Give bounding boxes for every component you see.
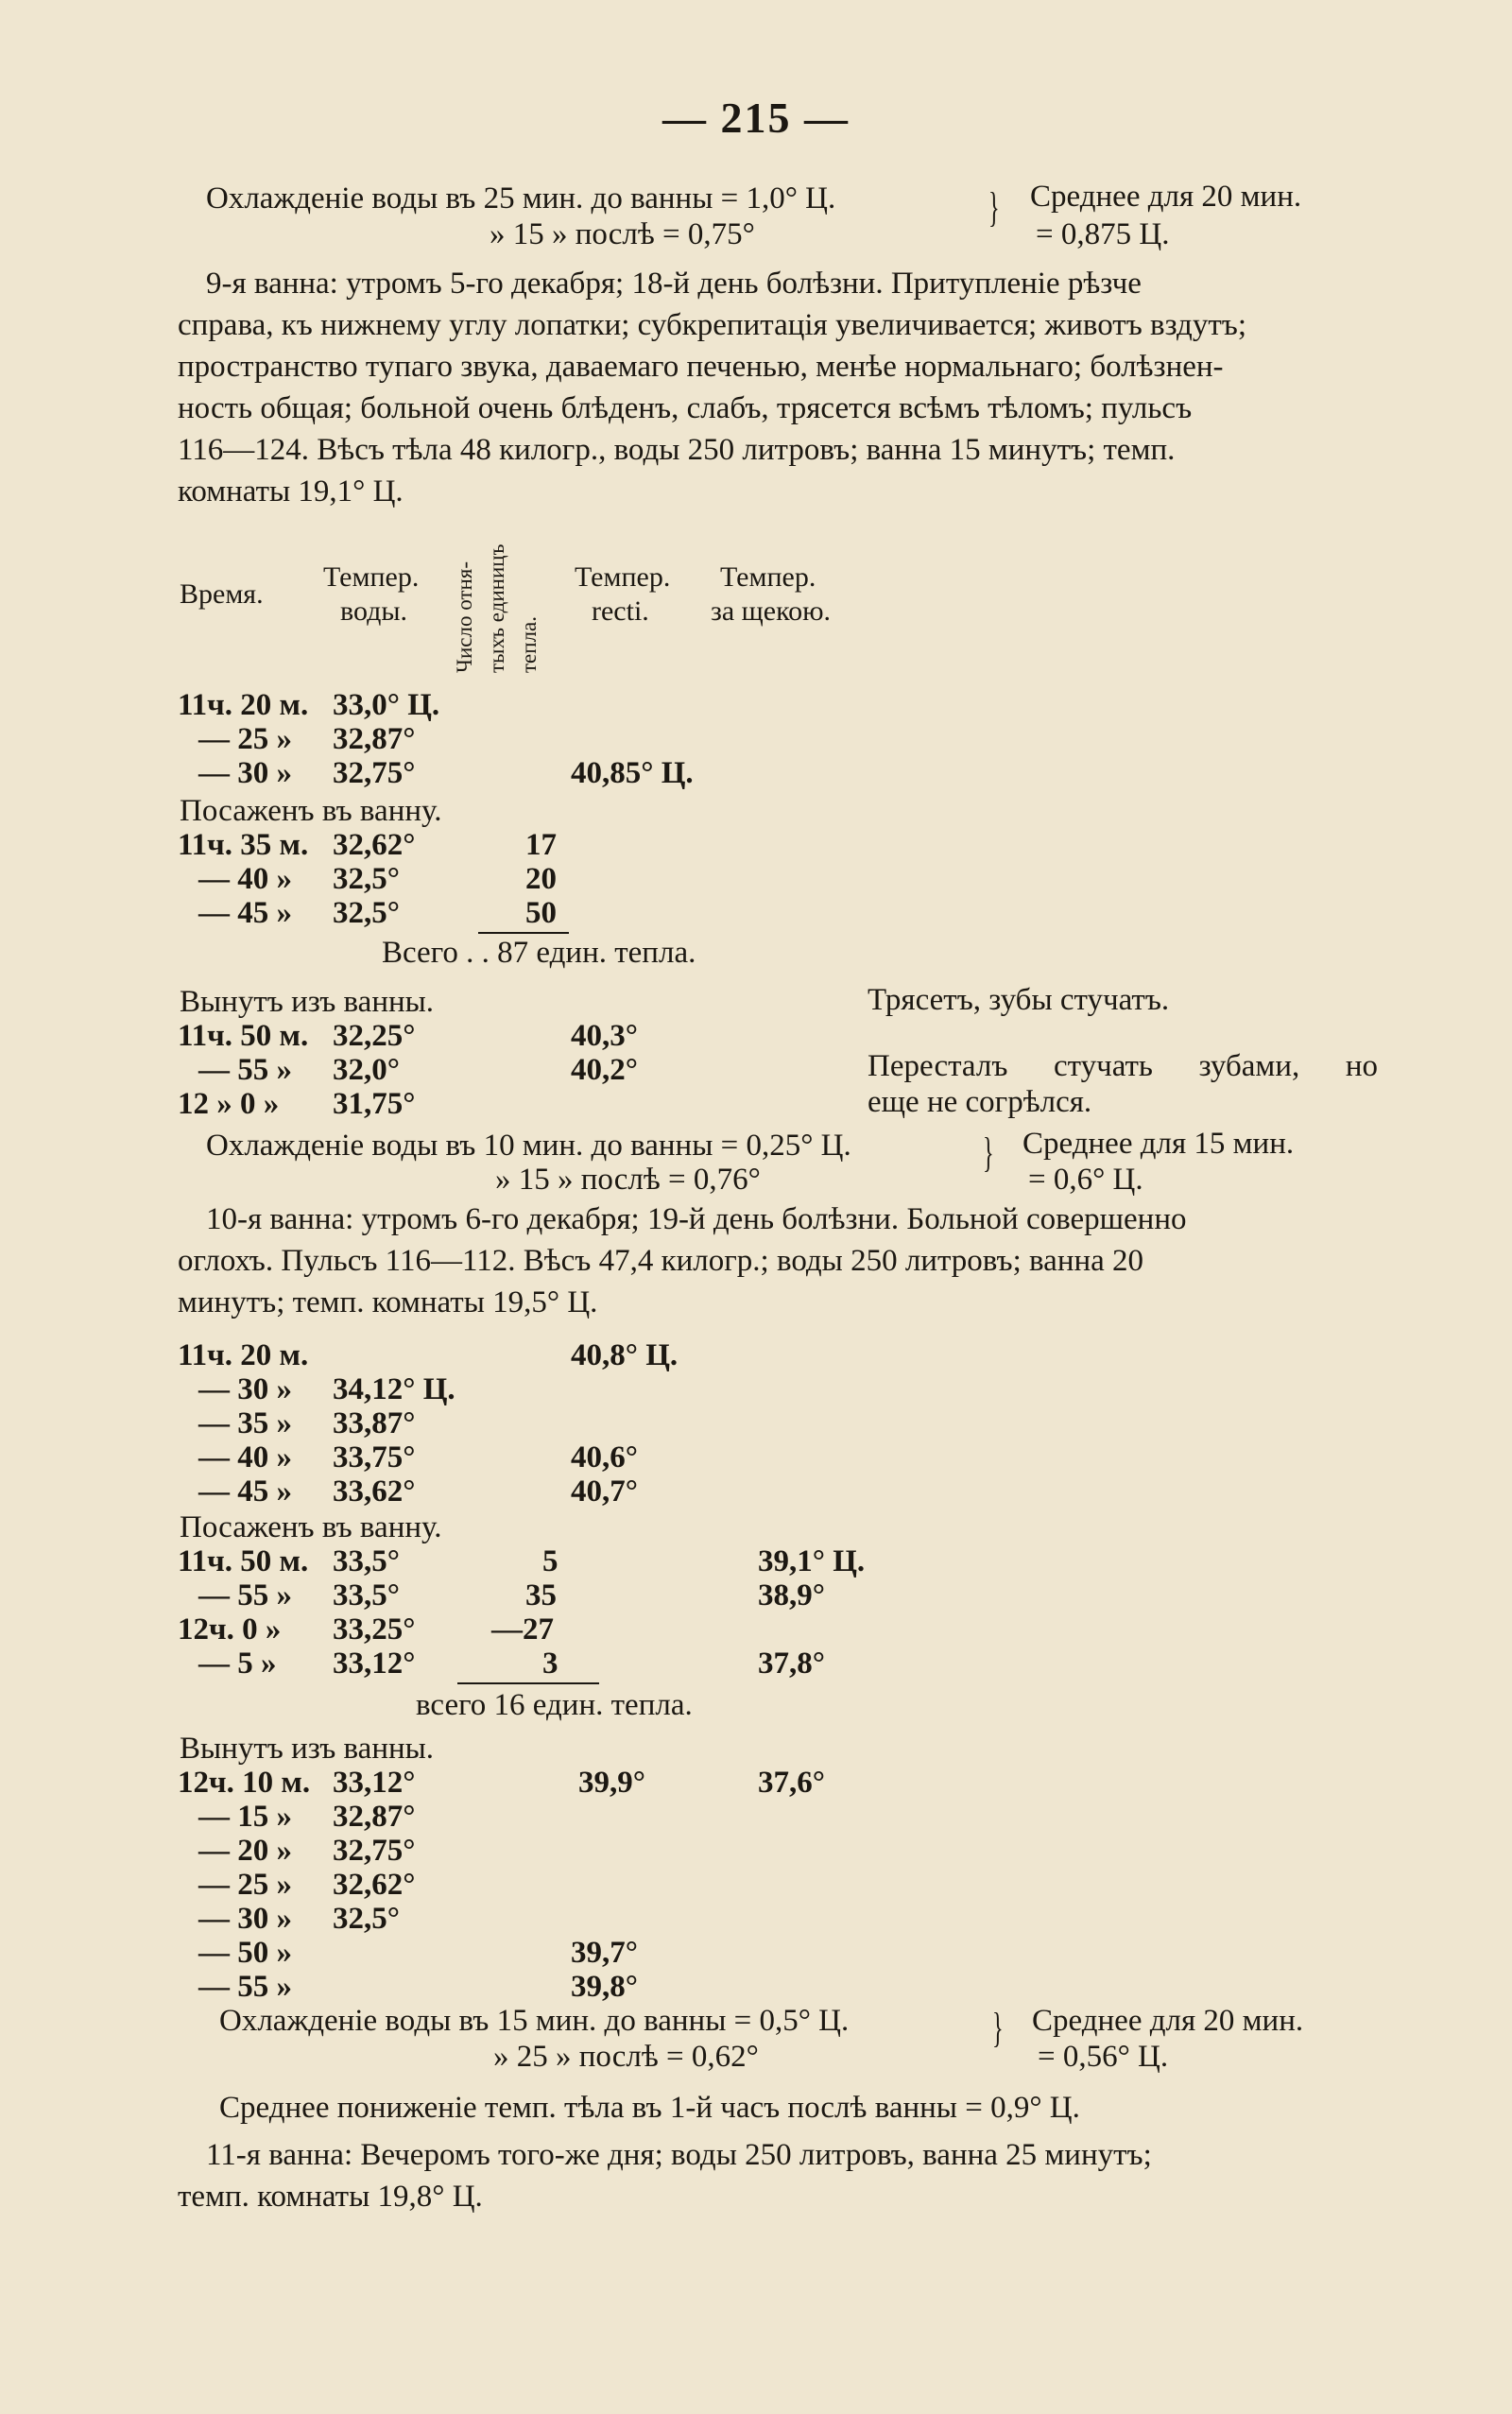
header-units-1: Число отня- xyxy=(453,561,476,673)
text-line: оглохъ. Пульсъ 116—112. Вѣсъ 47,4 килогр.; воды 250 литровъ; ванна 20 xyxy=(178,1244,1144,1278)
table-row-recti: 39,9° xyxy=(578,1766,645,1800)
table-row-recti: 39,7° xyxy=(571,1936,638,1970)
removed-from-bath: Вынутъ изъ ванны. xyxy=(180,985,435,1019)
table-row-units: 17 xyxy=(525,828,557,862)
page-number: — 215 — xyxy=(662,94,850,142)
table-row-time: — 5 » xyxy=(198,1647,277,1681)
text-line: справа, къ нижнему углу лопатки; субкрепитація увеличивается; животъ вздутъ; xyxy=(178,308,1246,342)
table-row-water: 34,12° Ц. xyxy=(333,1372,455,1406)
table-row-time: — 55 » xyxy=(198,1578,292,1612)
table-row-recti: 39,8° xyxy=(571,1970,638,2004)
cooling-3-right-1: Среднее для 20 мин. xyxy=(1032,2004,1304,2038)
header-units-3: тепла. xyxy=(517,615,541,673)
table-row-units: 3 xyxy=(542,1647,558,1681)
removed-from-bath: Вынутъ изъ ванны. xyxy=(180,1732,435,1766)
table-row-water: 33,25° xyxy=(333,1612,416,1647)
table-row-time: — 25 » xyxy=(198,1868,292,1902)
table-row-time: 11ч. 50 м. xyxy=(178,1544,309,1578)
table-row-cheek: 37,8° xyxy=(758,1647,825,1681)
cooling-1-line-2: » 15 » послѣ = 0,75° xyxy=(490,217,755,251)
header-water-2: воды. xyxy=(340,595,408,627)
table-row-cheek: 38,9° xyxy=(758,1578,825,1612)
table-row-water: 33,75° xyxy=(333,1440,416,1474)
table-row-water: 32,0° xyxy=(333,1053,400,1087)
table-row-water: 31,75° xyxy=(333,1087,416,1121)
table-row-time: — 20 » xyxy=(198,1834,292,1868)
cooling-1-right-2: = 0,875 Ц. xyxy=(1036,217,1170,251)
table-row-recti: 40,7° xyxy=(571,1474,638,1509)
header-water-1: Темпер. xyxy=(323,561,420,593)
table-row-time: — 40 » xyxy=(198,862,292,896)
cooling-2-right-2: = 0,6° Ц. xyxy=(1028,1163,1143,1197)
table-row-water: 33,62° xyxy=(333,1474,416,1509)
table-row-recti: 40,2° xyxy=(571,1053,638,1087)
table-row-water: 32,5° xyxy=(333,1902,400,1936)
bath-11-paragraph xyxy=(178,2134,1380,2217)
table-row-time: 12ч. 10 м. xyxy=(178,1766,311,1800)
text-line: 11-я ванна: Вечеромъ того-же дня; воды 250 литровъ, ванна 25 минутъ; xyxy=(206,2138,1152,2172)
table-row-time: 11ч. 35 м. xyxy=(178,828,309,862)
text-line: 10-я ванна: утромъ 6-го декабря; 19-й день болѣзни. Больной совершенно xyxy=(206,1202,1187,1236)
table-row-water: 32,62° xyxy=(333,1868,416,1902)
header-time: Время. xyxy=(180,578,264,610)
table-row-time: — 15 » xyxy=(198,1800,292,1834)
header-cheek-1: Темпер. xyxy=(720,561,816,593)
table-row-time: 11ч. 20 м. xyxy=(178,1338,309,1372)
table-row-time: — 55 » xyxy=(198,1053,292,1087)
table-row-units: 5 xyxy=(542,1544,558,1578)
cooling-3-right-2: = 0,56° Ц. xyxy=(1038,2040,1169,2074)
text-line: минутъ; темп. комнаты 19,5° Ц. xyxy=(178,1285,598,1319)
observation: Трясетъ, зубы стучатъ. xyxy=(868,983,1170,1017)
cooling-1-line-1: Охлажденіе воды въ 25 мин. до ванны = 1,0° Ц. xyxy=(206,181,836,216)
table-row-recti: 40,6° xyxy=(571,1440,638,1474)
table-row-time: — 40 » xyxy=(198,1440,292,1474)
table-row-water: 33,12° xyxy=(333,1766,416,1800)
table-row-water: 32,75° xyxy=(333,756,416,790)
table-row-time: — 45 » xyxy=(198,896,292,930)
table-row-water: 33,0° Ц. xyxy=(333,688,440,722)
table-row-time: 11ч. 50 м. xyxy=(178,1019,309,1053)
text-line: ность общая; больной очень блѣденъ, слабъ, трясется всѣмъ тѣломъ; пульсъ xyxy=(178,391,1193,425)
cooling-2-line-2: » 15 » послѣ = 0,76° xyxy=(495,1163,761,1197)
header-recti-2: recti. xyxy=(592,595,649,627)
text-line: темп. комнаты 19,8° Ц. xyxy=(178,2180,483,2214)
cooling-3-line-2: » 25 » послѣ = 0,62° xyxy=(493,2040,759,2074)
table-row-time: — 45 » xyxy=(198,1474,292,1509)
brace: } xyxy=(983,1129,994,1176)
text-line: 9-я ванна: утромъ 5-го декабря; 18-й день болѣзни. Притупленіе рѣзче xyxy=(206,267,1142,301)
table-row-time: 12 » 0 » xyxy=(178,1087,280,1121)
table-row-time: 11ч. 20 м. xyxy=(178,688,309,722)
table-row-time: — 35 » xyxy=(198,1406,292,1440)
text-line: пространство тупаго звука, даваемаго печенью, менѣе нормальнаго; болѣзнен- xyxy=(178,350,1224,384)
table-row-time: — 30 » xyxy=(198,756,292,790)
table-row-time: — 55 » xyxy=(198,1970,292,2004)
header-cheek-2: за щекою. xyxy=(711,595,832,627)
table-row-time: — 25 » xyxy=(198,722,292,756)
table-row-cheek: 37,6° xyxy=(758,1766,825,1800)
table-row-units: 50 xyxy=(525,896,557,930)
sum-rule xyxy=(457,1682,599,1684)
table-row-water: 32,5° xyxy=(333,896,400,930)
table-row-recti: 40,3° xyxy=(571,1019,638,1053)
cooling-3-line-1: Охлажденіе воды въ 15 мин. до ванны = 0,5° Ц. xyxy=(219,2004,850,2038)
table-row-time: — 30 » xyxy=(198,1372,292,1406)
brace: } xyxy=(992,2005,1004,2051)
table-row-water: 32,75° xyxy=(333,1834,416,1868)
table-row-water: 32,25° xyxy=(333,1019,416,1053)
brace: } xyxy=(988,184,1000,231)
bath-10-paragraph xyxy=(178,1198,1380,1323)
cooling-2-line-1: Охлажденіе воды въ 10 мин. до ванны = 0,25° Ц. xyxy=(206,1129,851,1163)
observation: еще не согрѣлся. xyxy=(868,1085,1092,1119)
table-row-water: 33,5° xyxy=(333,1544,400,1578)
table-row-units: —27 xyxy=(491,1612,554,1647)
header-units-2: тыхъ единицъ xyxy=(485,543,508,673)
cooling-2-right-1: Среднее для 15 мин. xyxy=(1022,1127,1295,1161)
observation: Пересталъ стучать зубами, но xyxy=(868,1049,1378,1083)
table-row-water: 33,5° xyxy=(333,1578,400,1612)
table-row-recti: 40,85° Ц. xyxy=(571,756,694,790)
table-row-water: 33,87° xyxy=(333,1406,416,1440)
table-row-water: 32,87° xyxy=(333,722,416,756)
table-row-units: 35 xyxy=(525,1578,557,1612)
placed-in-bath: Посаженъ въ ванну. xyxy=(180,794,442,828)
cooling-1-right-1: Среднее для 20 мин. xyxy=(1030,180,1302,214)
table-row-cheek: 39,1° Ц. xyxy=(758,1544,866,1578)
table-row-time: 12ч. 0 » xyxy=(178,1612,282,1647)
table-row-time: — 50 » xyxy=(198,1936,292,1970)
header-recti-1: Темпер. xyxy=(575,561,671,593)
table-row-water: 32,5° xyxy=(333,862,400,896)
table-row-units: 20 xyxy=(525,862,557,896)
table-row-water: 32,62° xyxy=(333,828,416,862)
placed-in-bath: Посаженъ въ ванну. xyxy=(180,1510,442,1544)
table-row-time: — 30 » xyxy=(198,1902,292,1936)
total-units: всего 16 един. тепла. xyxy=(416,1688,693,1722)
bath-9-paragraph xyxy=(178,263,1380,512)
table-row-recti: 40,8° Ц. xyxy=(571,1338,679,1372)
average-decrease: Среднее пониженіе темп. тѣла въ 1-й часъ послѣ ванны = 0,9° Ц. xyxy=(219,2091,1080,2125)
text-line: 116—124. Вѣсъ тѣла 48 килогр., воды 250 литровъ; ванна 15 минутъ; темп. xyxy=(178,433,1176,467)
table-row-water: 33,12° xyxy=(333,1647,416,1681)
table-row-water: 32,87° xyxy=(333,1800,416,1834)
text-line: комнаты 19,1° Ц. xyxy=(178,474,404,509)
total-units: Всего . . 87 един. тепла. xyxy=(382,936,696,970)
